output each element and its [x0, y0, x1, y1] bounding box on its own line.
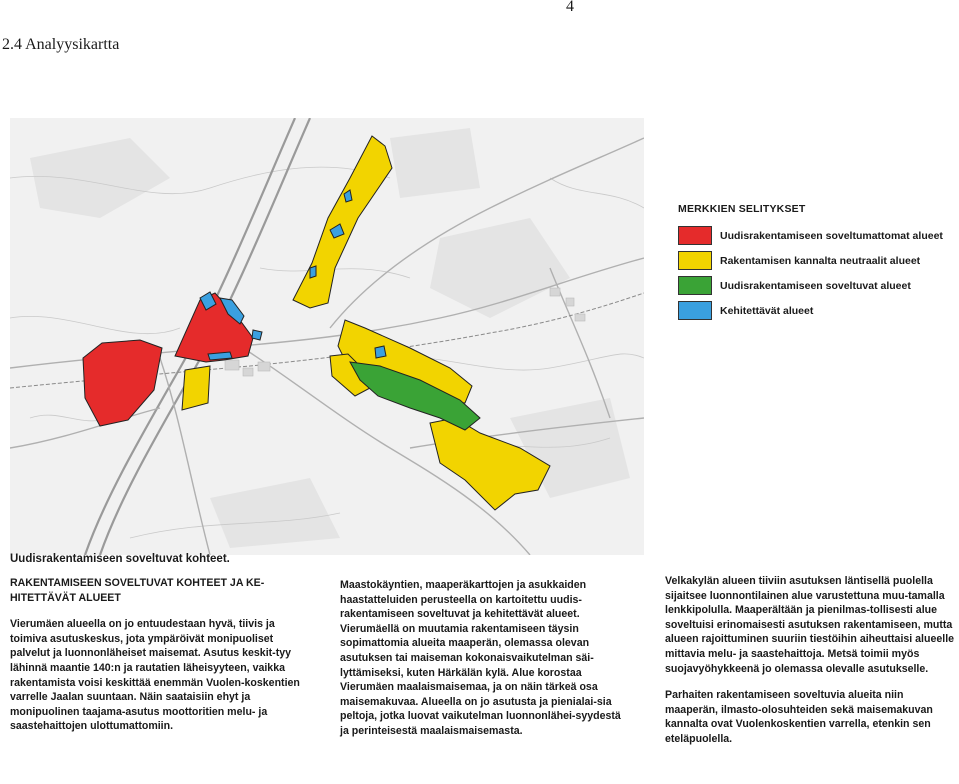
page-number: 4: [566, 0, 574, 15]
text-column-3: [665, 574, 955, 759]
legend-item-develop: [678, 298, 948, 323]
legend-item-unsuitable: [678, 223, 948, 248]
legend-swatch-green: [678, 276, 712, 295]
legend-label: Rakentamisen kannalta neutraalit alueet: [720, 254, 921, 267]
map-caption: Uudisrakentamiseen soveltuvat kohteet.: [10, 553, 230, 565]
legend-swatch-blue: [678, 301, 712, 320]
paragraph: Parhaiten rakentamiseen soveltuvia alueita niin maaperän, ilmasto-olosuhteiden sekä maisemakuvan kannalta ovat Vuolenkoskentien varrella, etenkin sen eteläpuolella.: [665, 689, 933, 745]
legend-item-neutral: [678, 248, 948, 273]
paragraph: Maastokäyntien, maaperäkarttojen ja asukkaiden haastatteluiden perusteella on kartoitettu uudis-rakentamiseen soveltuvat ja kehitettävät alueet. Vierumäellä on muutamia rakentamiseen täysin sopimattomia alueita maaperän, olemassa olevan asutuksen tai maiseman kokonaisvaikutelman säi-lyttämiseksi, kuten Härkälän kylä. Alue korostaa Vierumäen maalaismaisemaa, ja on näin tärkeä osa maisemakuvaa. Alueella on jo asutusta ja pienialai-sia peltoja, jotka luovat vaikutelman luonnonlähei-syydestä ja perinteisestä maalaismaisemasta.: [340, 579, 621, 737]
map-legend: [678, 203, 948, 323]
legend-swatch-yellow: [678, 251, 712, 270]
legend-label: Kehitettävät alueet: [720, 304, 814, 317]
text-column-1: [10, 576, 310, 746]
legend-label: Uudisrakentamiseen soveltumattomat alueet: [720, 229, 943, 242]
legend-swatch-red: [678, 226, 712, 245]
paragraph: Vierumäen alueella on jo entuudestaan hyvä, tiivis ja toimiva asutuskeskus, jota ympäröivät monipuoliset palvelut ja luonnonläheiset maisemat. Asutus keskit-tyy lähinnä maantie 140:n ja rautatien läheisyyteen, vaikka rakentamista voisi keskittää enemmän Vuolen-koskentien varrelle Jaalan suuntaan. Näin saataisiin ehyt ja monipuolinen taajama-asutus moottoritien melu- ja saastehaittojen ulottumattomiin.: [10, 618, 300, 733]
section-heading: 2.4 Analyysikartta: [2, 36, 120, 53]
legend-title: MERKKIEN SELITYKSET: [678, 203, 806, 215]
analysis-map: [10, 118, 644, 555]
legend-label: Uudisrakentamiseen soveltuvat alueet: [720, 279, 911, 292]
section-title: RAKENTAMISEEN SOVELTUVAT KOHTEET JA KE-HITETTÄVÄT ALUEET: [10, 577, 265, 604]
paragraph: Velkakylän alueen tiiviin asutuksen läntisellä puolella sijaitsee luonnontilainen alue varustettuna muu-tamalla lenkkipolulla. Maaperältään ja pienilmas-tollisesti alue soveltuisi erinomaisesti asutuksen rakentamiseen, mutta alueen rajoittuminen suuriin tiestöihin aiheuttaisi alueelle mittavia melu- ja saastehaittoja. Metsä toimii myös suojavyöhykkeenä jo olemassa olevalle asutukselle.: [665, 575, 955, 675]
legend-item-suitable: [678, 273, 948, 298]
text-column-2: [340, 578, 630, 751]
